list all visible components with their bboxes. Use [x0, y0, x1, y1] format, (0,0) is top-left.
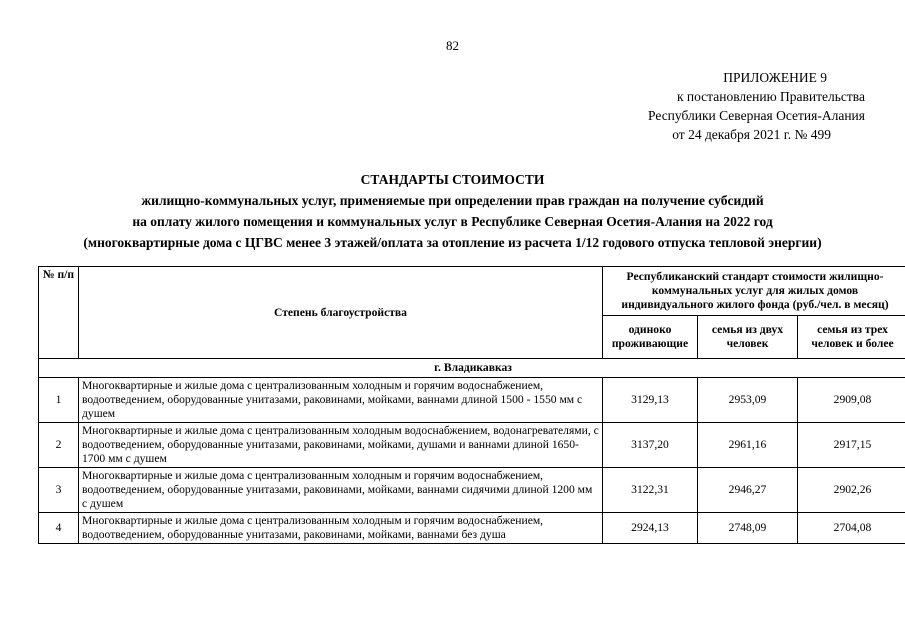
row-desc: Многоквартирные и жилые дома с централизованным холодным водоснабжением, водонагревателями, с водоотведением, оборудованные унитазами, раковинами, мойками, душами и ваннами длиной 1650-1700 мм с душем	[79, 423, 603, 468]
header-num: № п/п	[39, 267, 79, 359]
row-two: 2946,27	[698, 468, 798, 513]
table-row	[39, 513, 905, 544]
row-two: 2961,16	[698, 423, 798, 468]
header-single: одиноко проживающие	[603, 316, 698, 359]
header-desc: Степень благоустройства	[79, 267, 603, 359]
row-desc: Многоквартирные и жилые дома с централизованным холодным и горячим водоснабжением, водоотведением, оборудованные унитазами, раковинами, мойками, ваннами без душа	[79, 513, 603, 544]
annex-title: ПРИЛОЖЕНИЕ 9	[723, 70, 827, 85]
row-two: 2748,09	[698, 513, 798, 544]
heading-line-4: (многоквартирные дома с ЦГВС менее 3 этажей/оплата за отопление из расчета 1/12 годового отпуска тепловой энергии)	[83, 235, 822, 250]
city-label: г. Владикавказ	[39, 359, 905, 378]
standards-table	[38, 266, 905, 544]
row-single: 3122,31	[603, 468, 698, 513]
annex-block	[648, 68, 865, 144]
row-desc: Многоквартирные и жилые дома с централизованным холодным и горячим водоснабжением, водоотведением, оборудованные унитазами, раковинами, мойками, ваннами сидячими длиной 1200 мм с душем	[79, 468, 603, 513]
heading-title: СТАНДАРТЫ СТОИМОСТИ	[360, 172, 545, 187]
row-three: 2704,08	[798, 513, 905, 544]
header-three: семья из трех человек и более	[798, 316, 905, 359]
city-row	[39, 359, 905, 378]
heading-line-3: на оплату жилого помещения и коммунальных услуг в Республике Северная Осетия-Алания на 2022 год	[132, 214, 773, 229]
document-heading	[0, 169, 905, 253]
row-num: 2	[39, 423, 79, 468]
annex-line-3: Республики Северная Осетия-Алания	[648, 108, 865, 123]
heading-line-2: жилищно-коммунальных услуг, применяемые при определении прав граждан на получение субсидий	[141, 193, 764, 208]
annex-line-2: к постановлению Правительства	[676, 89, 865, 104]
row-num: 1	[39, 378, 79, 423]
row-three: 2917,15	[798, 423, 905, 468]
row-num: 4	[39, 513, 79, 544]
row-desc: Многоквартирные и жилые дома с централизованным холодным и горячим водоснабжением, водоотведением, оборудованные унитазами, раковинами, мойками, ваннами длиной 1500 - 1550 мм с душем	[79, 378, 603, 423]
header-two: семья из двух человек	[698, 316, 798, 359]
header-standard-group: Республиканский стандарт стоимости жилищно-коммунальных услуг для жилых домов индивидуального жилого фонда (руб./чел. в месяц)	[603, 267, 905, 316]
row-single: 2924,13	[603, 513, 698, 544]
table-row	[39, 423, 905, 468]
row-num: 3	[39, 468, 79, 513]
table-header-row	[39, 267, 905, 316]
row-three: 2909,08	[798, 378, 905, 423]
row-single: 3129,13	[603, 378, 698, 423]
page-number: 82	[446, 38, 459, 53]
row-two: 2953,09	[698, 378, 798, 423]
row-three: 2902,26	[798, 468, 905, 513]
row-single: 3137,20	[603, 423, 698, 468]
table-row	[39, 378, 905, 423]
annex-line-4: от 24 декабря 2021 г. № 499	[672, 127, 831, 142]
table-row	[39, 468, 905, 513]
